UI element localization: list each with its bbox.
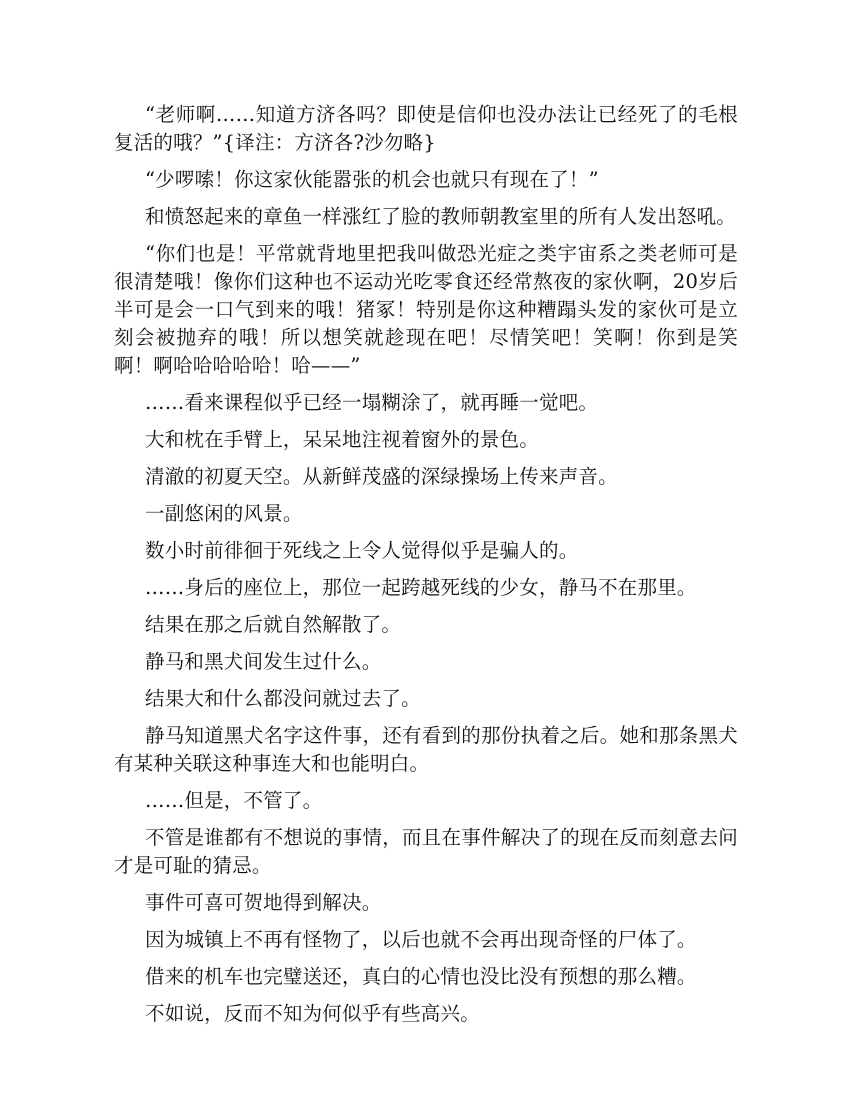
paragraph: 静马和黑犬间发生过什么。 (145, 650, 382, 673)
paragraph: “少啰嗦！你这家伙能嚣张的机会也就只有现在了！” (145, 168, 599, 191)
paragraph: 静马知道黑犬名字这件事，还有看到的那份执着之后。她和那条黑犬有某种关联这种事连大和也能明白。 (114, 724, 738, 775)
paragraph: ……身后的座位上，那位一起跨越死线的少女，静马不在那里。 (145, 576, 697, 599)
paragraph: 借来的机车也完璧送还，真白的心情也没比没有预想的那么糟。 (145, 965, 697, 988)
paragraph: ……看来课程似乎已经一塌糊涂了，就再睡一觉吧。 (145, 391, 599, 414)
paragraph: “老师啊……知道方济各吗？即使是信仰也没办法让已经死了的毛根复活的哦？”{译注：方济各?沙勿略} (114, 103, 738, 154)
paragraph: 因为城镇上不再有怪物了，以后也就不会再出现奇怪的尸体了。 (145, 928, 697, 951)
paragraph: 不如说，反而不知为何似乎有些高兴。 (145, 1002, 480, 1025)
paragraph: 清澈的初夏天空。从新鲜茂盛的深绿操场上传来声音。 (145, 465, 618, 488)
paragraph: 数小时前徘徊于死线之上令人觉得似乎是骗人的。 (145, 539, 579, 562)
paragraph: 一副悠闲的风景。 (145, 502, 303, 525)
paragraph: 结果大和什么都没问就过去了。 (145, 687, 421, 710)
paragraph: 事件可喜可贺地得到解决。 (145, 891, 382, 914)
paragraph: 大和枕在手臂上，呆呆地注视着窗外的景色。 (145, 428, 540, 451)
paragraph: “你们也是！平常就背地里把我叫做恐光症之类宇宙系之类老师可是很清楚哦！像你们这种也不运动光吃零食还经常熬夜的家伙啊，20岁后半可是会一口气到来的哦！猪冢！特别是你这种糟蹋头发的家伙可是立刻会被抛弃的哦！所以想笑就趁现在吧！尽情笑吧！笑啊！你到是笑啊！啊哈哈哈哈哈！哈——” (114, 242, 738, 377)
paragraph: 不管是谁都有不想说的事情，而且在事件解决了的现在反而刻意去问才是可耻的猜忌。 (114, 826, 738, 877)
paragraph: 和愤怒起来的章鱼一样涨红了脸的教师朝教室里的所有人发出怒吼。 (145, 205, 737, 228)
paragraph: ……但是，不管了。 (145, 789, 323, 812)
document-page (114, 101, 738, 1037)
paragraph: 结果在那之后就自然解散了。 (145, 613, 402, 636)
